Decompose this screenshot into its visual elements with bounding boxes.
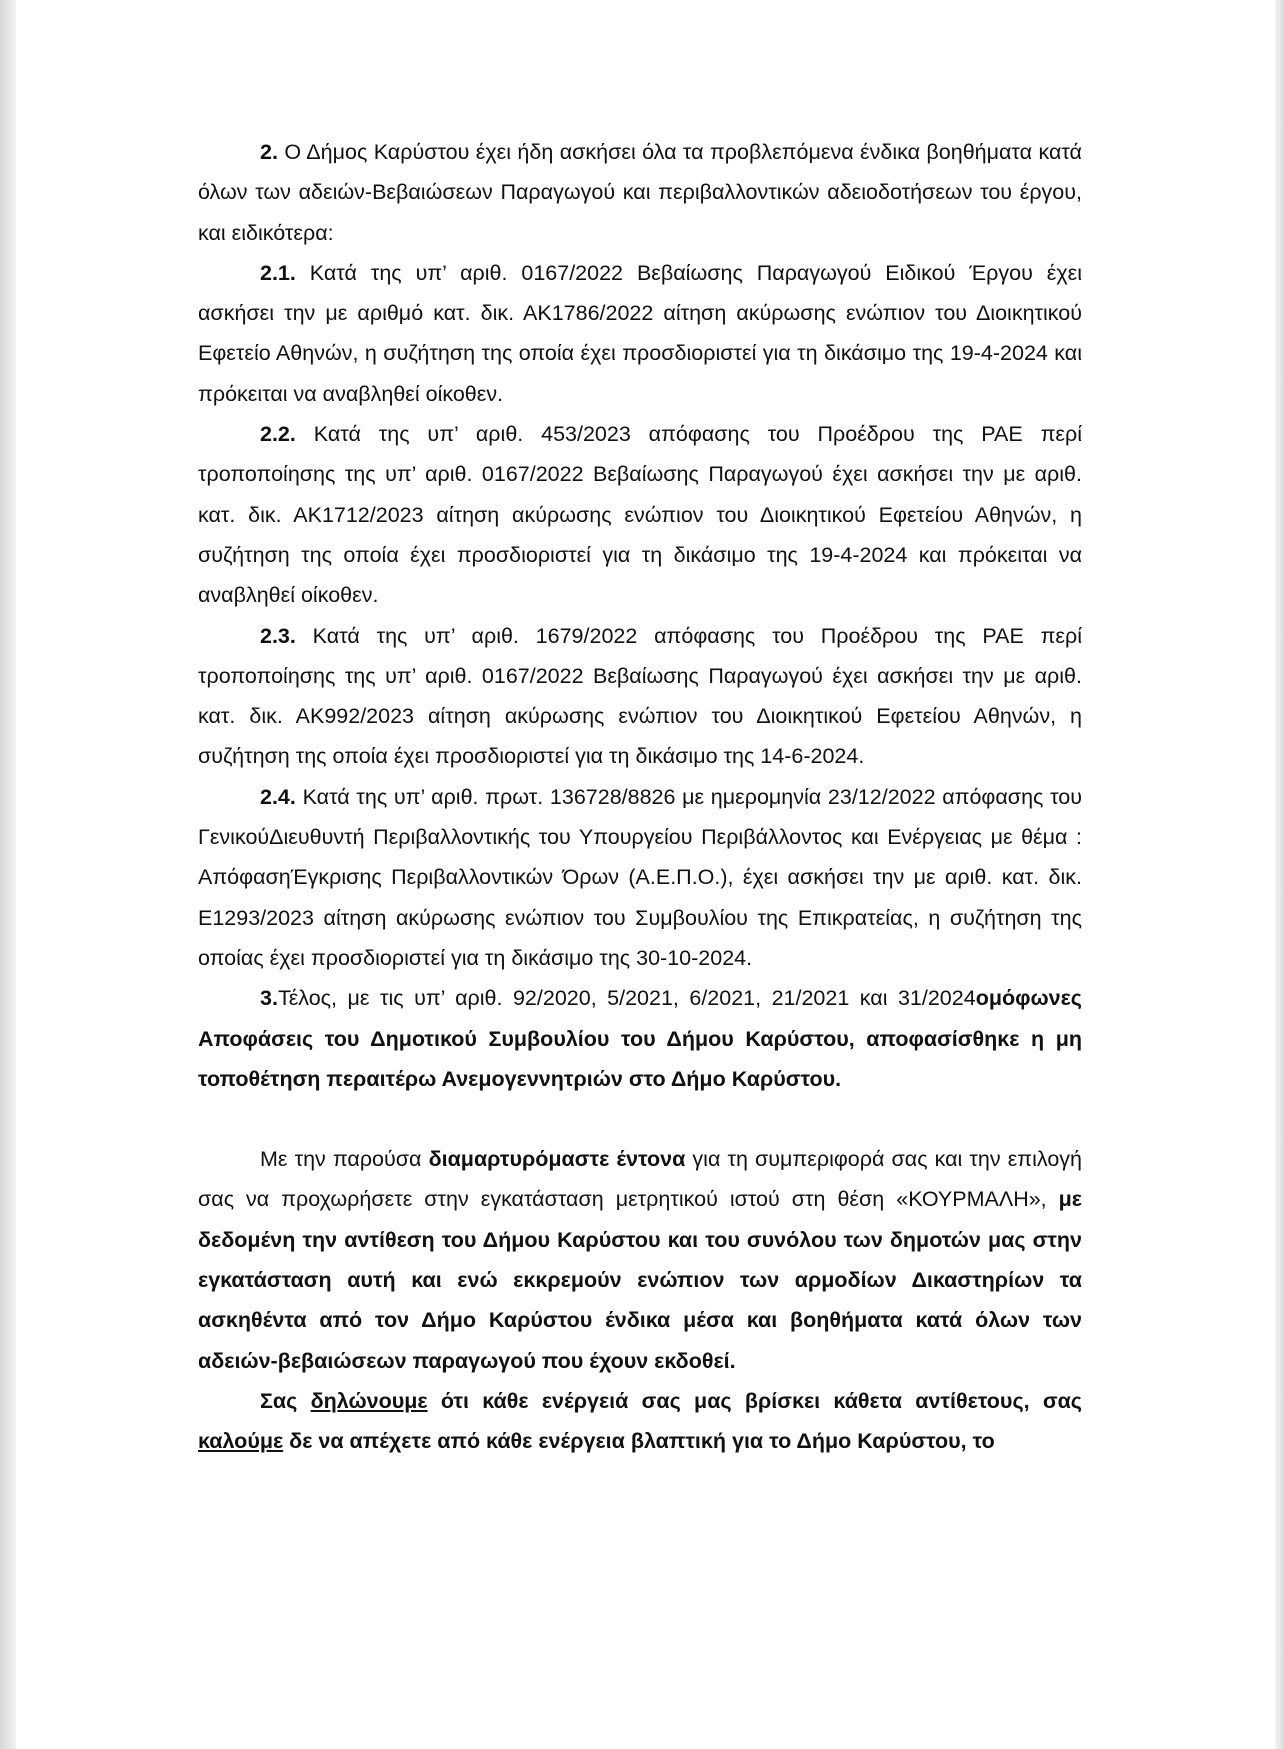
paragraph-text: Ο Δήμος Καρύστου έχει ήδη ασκήσει όλα τα προβλεπόμενα ένδικα βοηθήματα κατά όλων των αδειών-Βεβαιώσεων Παραγωγού και περιβαλλοντικών αδειοδοτήσεων του έργου, και ειδικότερα: (198, 140, 1082, 245)
paragraph-number: 2.4. (260, 784, 296, 809)
paragraph-number: 2.3. (260, 623, 296, 648)
paragraph-bold-text: ομόφωνες Αποφάσεις του Δημοτικού Συμβουλίου του Δήμου Καρύστου, αποφασίσθηκε η μη τοποθέτηση περαιτέρω Ανεμογεννητριών στο Δήμο Καρύστου. (198, 986, 1082, 1091)
paragraph-text: για τη συμπεριφορά σας και την επιλογή σας να προχωρήσετε στην εγκατάσταση μετρητικού ιστού στη θέση «ΚΟΥΡΜΑΛΗ», (198, 1147, 1082, 1212)
paragraph-bold-text: με δεδομένη την αντίθεση του Δήμου Καρύστου και του συνόλου των δημοτών μας στην εγκατάσταση αυτή και ενώ εκκρεμούν ενώπιον των αρμοδίων Δικαστηρίων τα ασκηθέντα από τον Δήμο Καρύστου ένδικα μέσα και βοηθήματα κατά όλων των αδειών-βεβαιώσεων παραγωγού που έχουν εκδοθεί. (198, 1187, 1082, 1373)
paragraph-text: Κατά της υπ’ αριθ. 1679/2022 απόφασης του Προέδρου της ΡΑΕ περί τροποποίησης της υπ’ αριθ. 0167/2022 Βεβαίωσης Παραγωγού έχει ασκήσει την με αριθ. κατ. δικ. ΑΚ992/2023 αίτηση ακύρωσης ενώπιον του Διοικητικού Εφετείου Αθηνών, η συζήτηση της οποία έχει προσδιοριστεί για τη δικάσιμο της 14-6-2024. (198, 623, 1082, 769)
paragraph-text: Τέλος, με τις υπ’ αριθ. 92/2020, 5/2021, 6/2021, 21/2021 και 31/2024 (277, 986, 976, 1011)
underlined-bold-text: δηλώνουμε (310, 1388, 428, 1413)
paragraph-text: Κατά της υπ’ αριθ. πρωτ. 136728/8826 με ημερομηνία 23/12/2022 απόφασης του ΓενικούΔιευθυντή Περιβαλλοντικής του Υπουργείου Περιβάλλοντος και Ενέργειας με θέμα : ΑπόφασηΈγκρισης Περιβαλλοντικών Όρων (Α.Ε.Π.Ο.), έχει ασκήσει την με αριθ. κατ. δικ. Ε1293/2023 αίτηση ακύρωσης ενώπιον του Συμβουλίου της Επικρατείας, η συζήτηση της οποίας έχει προσδιοριστεί για τη δικάσιμο της 30-10-2024. (198, 784, 1082, 970)
paragraph-number: 2. (260, 140, 278, 164)
document-body (198, 132, 1082, 1462)
paragraph-bold-text: δε να απέχετε από κάθε ενέργεια βλαπτική για το Δήμο Καρύστου, το (283, 1429, 995, 1454)
page-right-edge (1275, 0, 1284, 1749)
paragraph-bold-text: Σας (260, 1388, 311, 1413)
underlined-bold-text: καλούμε (198, 1429, 284, 1454)
protest-paragraph (198, 1139, 1082, 1381)
page-left-edge (0, 0, 16, 1749)
paragraph-2-3 (198, 616, 1082, 777)
paragraph-3 (198, 978, 1082, 1099)
paragraph-text: Με την παρούσα (260, 1147, 429, 1172)
paragraph-2-2 (198, 414, 1082, 615)
paragraph-2-1 (198, 253, 1082, 414)
declaration-paragraph (198, 1381, 1082, 1462)
paragraph-2 (198, 132, 1082, 253)
paragraph-bold-text: ότι κάθε ενέργειά σας μας βρίσκει κάθετα αντίθετους, σας (427, 1388, 1082, 1413)
paragraph-2-4 (198, 777, 1082, 978)
paragraph-number: 2.2. (260, 422, 296, 447)
paragraph-text: Κατά της υπ’ αριθ. 453/2023 απόφασης του Προέδρου της ΡΑΕ περί τροποποίησης της υπ’ αριθ. 0167/2022 Βεβαίωσης Παραγωγού έχει ασκήσει την με αριθ. κατ. δικ. ΑΚ1712/2023 αίτηση ακύρωσης ενώπιον του Διοικητικού Εφετείου Αθηνών, η συζήτηση της οποία έχει προσδιοριστεί για τη δικάσιμο της 19-4-2024 και πρόκειται να αναβληθεί οίκοθεν. (198, 422, 1082, 608)
paragraph-number: 3. (260, 986, 278, 1011)
paragraph-number: 2.1. (260, 260, 296, 285)
paragraph-text: Κατά της υπ’ αριθ. 0167/2022 Βεβαίωσης Παραγωγού Ειδικού Έργου έχει ασκήσει την με αριθμό κατ. δικ. ΑΚ1786/2022 αίτηση ακύρωσης ενώπιον του Διοικητικού Εφετείο Αθηνών, η συζήτηση της οποία έχει προσδιοριστεί για τη δικάσιμο της 19-4-2024 και πρόκειται να αναβληθεί οίκοθεν. (198, 260, 1082, 406)
paragraph-bold-text: διαμαρτυρόμαστε έντονα (428, 1147, 686, 1172)
